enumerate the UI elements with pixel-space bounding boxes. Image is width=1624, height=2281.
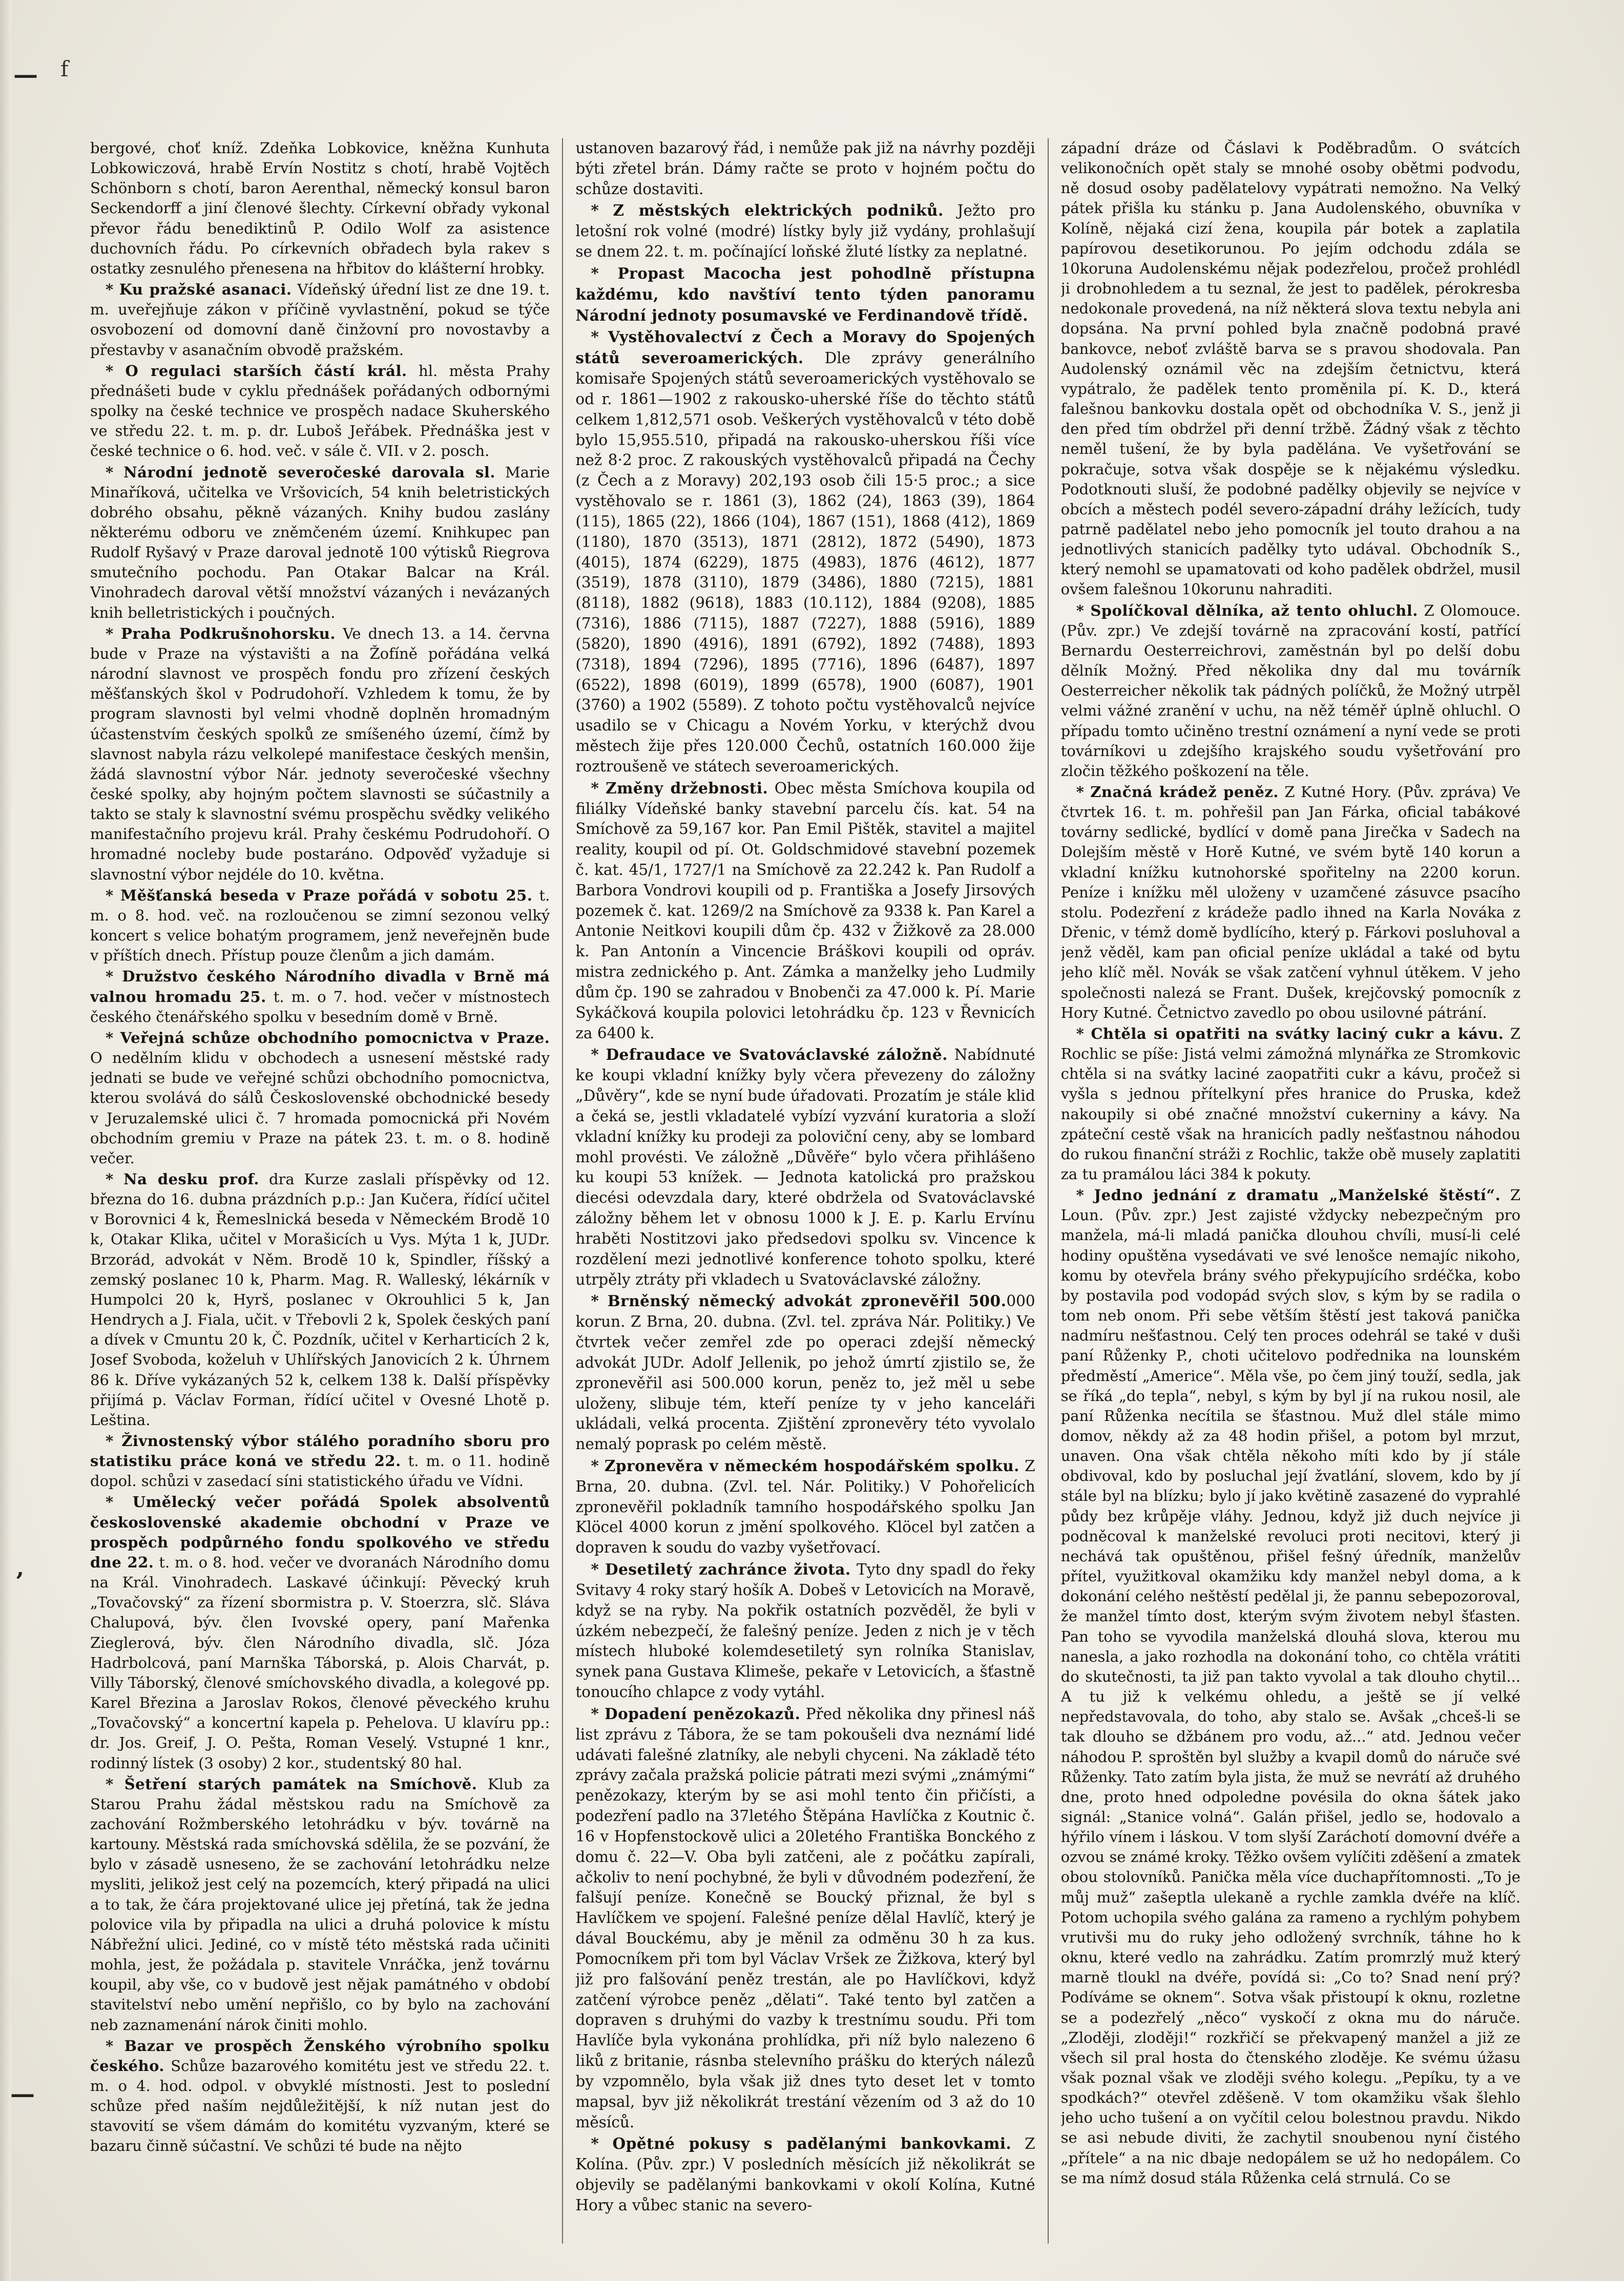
column-divider: [1048, 138, 1049, 2244]
column-left: [90, 138, 550, 2244]
margin-mark: ’: [15, 1567, 24, 1596]
news-item: * Desetiletý zachránce života. Tyto dny spadl do řeky Svitavy 4 roky starý hošík A. Dobeš v Letovicích na Moravě, když se na ryby. Na pokřik ostatních pozvěděl, že byli v úzkém nebezpečí, že falešný peníze. Jeden z nich je v těch místech hluboké kolemdesetiletý syn rolníka Stanislav, synek pana Gustava Klimeše, pekaře v Letovicích, a šťastně tonoucího chlapce z vody vytáhl.: [575, 1560, 1035, 1701]
news-item: ustanoven bazarový řád, i nemůže pak již na návrhy později býti zřetel brán. Dámy račte se proto v hojném počtu do schůze dostaviti.: [575, 139, 1035, 198]
news-item: * Bazar ve prospěch Ženského výrobního spolku českého. Schůze bazarového komitétu jest ve středu 22. t. m. o 4. hod. odpol. v obvyklé místnosti. Jest to poslední schůze před naším nejdůležitější, k níž nutan jest do stavovití se všem dámám do komitétu vyzvaným, které se bazaru činně súčastní. Ve schůzi té bude na nějto: [90, 2037, 550, 2155]
news-item: bergové, choť kníž. Zdeňka Lobkovice, kněžna Kunhuta Lobkowiczová, hrabě Ervín Nostitz s chotí, hrabě Vojtěch Schönborn s chotí, baron Aerenthal, německý konsul baron Seckendorff a jiní členové šlechty. Církevní obřady vykonal převor řádu benediktinů P. Odilo Wolf za asistence duchovních řádu. Po církevních obřadech byla rakev s ostatky zesnulého přenesena na hřbitov do klášterní hrobky.: [90, 139, 550, 277]
margin-mark: —: [10, 2080, 35, 2108]
news-item: * Opětné pokusy s padělanými bankovkami. Z Kolína. (Pův. zpr.) V posledních měsících již několikrát se objevily se padělanými bankovkami v okolí Kolína, Kutné Hory a vůbec stanic na severo-: [575, 2134, 1035, 2214]
column-divider: [562, 138, 563, 2244]
news-item: * Jedno jednání z dramatu „Manželské štěstí“. Z Loun. (Pův. zpr.) Jest zajisté vždycky nebezpečným pro manžela, má-li mladá panička dlouhou chvíli, musí-li celé hodiny opuštěna vysedávati ve své lenošce nemajíc nikoho, komu by otevřela brány svého překypujícího srdéčka, kobo by postavila pod vodopád svých slov, s kým by se radila o tom neb onom. Při sebe větším štěstí jest taková panička nadmíru nešťastnou. Celý ten proces odehrál se také v duši paní Růženky P., choti učitelovo podřednika na lounském předměstí „Americe“. Měla vše, po čem jiný touží, sedla, jak se říká „do tepla“, nebyl, s kým by byl jí na rukou nosil, ale paní Růženka necítila se šťastnou. Muž dlel stále mimo domov, někdy až za 48 hodin přišel, a potom byl mrzut, unaven. Ona však chtěla někoho míti kdo by jí stále obdivoval, kdo by posluchal její žvatlání, slovem, kdo by jí stále byl na blízku; bylo jí jako květině zasazené do vyprahlé půdy bez krůpěje vláhy. Jednou, když již duch nejvíce ji podněcoval k manželské revoluci proti necitovi, který ji nechává tak opuštěnou, přišel fešný úředník, manželův přítel, využitkoval okamžiku kdy manžel nebyl doma, a k dokonání celého neštěstí pedělal ji, že pannu sebepozoroval, že manžel tímto dost, kterým svým životem nebyl šťasten. Pan toho se vyvodila manželská dlouhá slova, kterou mu nanesla, a jako rozhodla na dokonání toho, co chtěla vrátiti do skutečnosti, ta již pan takto vyvolal a tak dlouho chytil... A tu již k velkému ohledu, a ještě se jí velké nepředstavovala, do toho, aby stalo se. Avšak „chceš-li se tak dlouho se džbánem pro vodu, až...“ atd. Jednou večer náhodou P. sproštěn byl služby a kvapil domů do náruče své Růženky. Tato zatím byla jista, že muž se nevrátí až druhého dne, proto hned odpoledne povésila do okna šátek jako signál: „Stanice volná“. Galán přišel, jedlo se, hodovalo a hýřilo vínem i láskou. V tom slyší Zaráchotí domovní dvéře a ozvou se známé kroky. Těžko ovšem vylíčiti zděšení a zmatek obou stolovníků. Panička měla více duchapřítomnosti. „To je můj muž“ zašeptla ulekaně a rychle zamkla dvéře na klíč. Potom uchopila svého galána za rameno a rychlým pohybem vrutivši mu do ruky jeho odložený svrchník, táhne ho k oknu, které vedlo na zahrádku. Zatím promrzlý muž který marně tloukl na dvéře, povídá si: „Co to? Snad není prý? Podíváme se oknem“. Sotva však přistoupí k oknu, rozletne se a podezřelý „něco“ vyskočí z okna mu do náruče. „Zloději, zloději!“ rozkřičí se překvapený manžel a již ze všech sil pral hosta do čtenského zloděje. Ke svému úžasu však poznal však ve zloději svého kolegu. „Pepíku, ty a ve spodkách?“ otevřel zděšeně. V tom okamžiku však šlehlo jeho ucho tušení a on vyčítil celou bolestnou pravdu. Nikdo se asi nebude diviti, že zachytil snoubenou nyní čistého „přítele“ a na nic dbaje nedopálem se už ho nedopálem. Co se ma nímž dosud stála Růženka celá strnulá. Co se: [1060, 1186, 1521, 2187]
news-item: * Spolíčkoval dělníka, až tento ohluchl. Z Olomouce. (Pův. zpr.) Ve zdejší továrně na zpracování kostí, patřící Bernardu Oesterreichrovi, zaměstnán byl po delší dobu dělník Možný. Před několika dny dal mu továrník Oesterreicher několik tak pádných políčků, že Možný utrpěl velmi vážné zranění v uchu, na něž téměř úplně ohluchl. O případu tomto učiněno trestní oznámení a nyní vede se proti továrníkovi u zdejšího krajského soudu vyšetřování pro zločin těžkého poškození na těle.: [1060, 601, 1521, 780]
news-item: * Praha Podkrušnohorsku. Ve dnech 13. a 14. června bude v Praze na výstavišti a na Žofíně pořádána velká národní slavnost ve prospěch fondu pro zřízení českých měšťanských škol v Podrudohoří. Vzhledem k tomu, že by program slavnosti byl velmi vhodně doplněn hromadným účastenstvím českých spolků ze smíšeného území, čímž by slavnost nabyla rázu velkolepé manifestace českých menšin, žádá slavnostní výbor Nár. jednoty severočeské všechny české spolky, aby hojným počtem slavnosti se súčastnily a takto se staly k slavnostní svému prospěchu svědky velikého manifestačního projevu král. Prahy českému Podrudohoří. O hromadné nocleby bude postaráno. Odpověď vyžaduje si slavnostní výbor nejdéle do 10. května.: [90, 624, 550, 883]
article-columns: [90, 138, 1521, 2244]
news-item: * Živnostenský výbor stálého poradního sboru pro statistiku práce koná ve středu 22. t. m. o 11. hodině dopol. schůzi v zasedací síni statistického úřadu ve Vídni.: [90, 1432, 550, 1490]
news-item: * Defraudace ve Svatováclavské záložně. Nabídnuté ke koupi vkladní knížky byly včera převezeny do záložny „Důvěry“, kde se nyní bude úřadovati. Prozatím je stále klid a čeká se, jestli vkladatelé vybízí vyzvání kuratoria a složí vkladní knížky ku prodeji za poloviční ceny, aby se lombard mohl provésti. Ve záložně „Důvěře“ bylo včera přihlášeno ku koupi 53 knížek. — Jednota katolická pro pražskou diecési odevzdala dary, které obdržela od Svatováclavské záložny během let v obnosu 1000 k J. E. p. Karlu Ervínu hraběti Nostitzovi jako předsedovi spolku sv. Vincence k rozdělení mezi jednotlivé konference tohoto spolku, které utrpěly ztráty při vkladech u Svatováclavské záložny.: [575, 1045, 1035, 1288]
news-item: * Národní jednotě severočeské darovala sl. Marie Minaříková, učitelka ve Vršovicích, 54 knih beletristických dobrého obsahu, pěkně vázaných. Knihy budou zaslány některému odboru ve zněmčeném území. Knihkupec pan Rudolf Ryšavý v Praze daroval jednotě 100 výtisků Riegrova smutečního pochodu. Pan Otakar Balcar na Král. Vinohradech daroval větší množství vázaných i nevázaných knih belletristických i poučných.: [90, 463, 550, 621]
news-item: * Družstvo českého Národního divadla v Brně má valnou hromadu 25. t. m. o 7. hod. večer v místnostech českého čtenářského spolku v besedním domě v Brně.: [90, 968, 550, 1026]
news-item: * Propast Macocha jest pohodlně přístupna každému, kdo navštíví tento týden panoramu Národní jednoty posumavské ve Ferdinandově třídě.: [575, 264, 1035, 324]
news-item: * Brněnský německý advokát zpronevěřil 500.000 korun. Z Brna, 20. dubna. (Zvl. tel. zpráva Nár. Politiky.) Ve čtvrtek večer zemřel zde po operaci zdejší německý advokát JUDr. Adolf Jellenik, po jehož úmrtí zjistilo se, že zpronevěřil asi 500.000 korun, peněz to, jež měl u sebe uloženy, slibuje tém, kteří peníze ty v jeho kanceláři ukládali, velká procenta. Zjištění zpronevěry této vyvolalo nemalý poprask po celém městě.: [575, 1292, 1035, 1453]
news-item: * Na desku prof. dra Kurze zaslali příspěvky od 12. března do 16. dubna prázdních p.p.: Jan Kučera, řídící učitel v Borovnici 4 k, Řemeslnická beseda v Německém Brodě 10 k, Otakar Klika, učitel v Morašicích u Vys. Mýta 1 k, JUDr. Brzorád, advokát v Něm. Brodě 10 k, Spindler, říšský a zemský poslanec 10 k, Pharm. Mag. R. Walleský, lékárník v Humpolci 20 k, Hyrš, poslanec v Okrouhlici 5 k, Jan Hendrych a J. Fiala, učit. v Třebovli 2 k, Spolek českých paní a dívek v Cmuntu 20 k, Č. Pozdník, učitel v Kerharticích 2 k, Josef Svoboda, koželuh v Uhlířských Janovicích 2 k. Úhrnem 86 k. Dříve vykázaných 52 k, celkem 138 k. Další příspěvky přijímá p. Václav Forman, řídící učitel v Ovesné Lhotě p. Leština.: [90, 1170, 550, 1429]
margin-mark: —: [13, 60, 38, 89]
news-item: * Změny držebnosti. Obec města Smíchova koupila od filiálky Vídeňské banky stavební parcelu čís. kat. 54 na Smíchově za 59,167 kor. Pan Emil Pištěk, stavitel a majitel reality, koupil od pí. Ot. Goldschmidové stavební pozemek č. kat. 45/1, 1727/1 na Smíchově za 22.242 k. Pan Rudolf a Barbora Vondrovi koupili od p. Františka a Josefy Jirsových pozemek č. kat. 1269/2 na Smíchově za 9338 k. Pan Karel a Antonie Neitkovi koupili dům čp. 432 v Žižkově za 28.000 k. Pan Antonín a Vincencie Bráškovi koupili od opráv. mistra zednického p. Ant. Zámka a manželky jeho Ludmily dům čp. 190 se zahradou v Bnobenči za 47.000 k. Pí. Marie Sykáčková koupila polovici letohrádku čp. 123 v Řevnicích za 6400 k.: [575, 779, 1035, 1042]
binding-edge: [0, 0, 11, 2281]
news-item: * Značná krádež peněz. Z Kutné Hory. (Pův. zpráva) Ve čtvrtek 16. t. m. pohřešil pan Jan Fárka, oficial tabákové továrny sedlické, bydlící v domě pana Jirečka v Sadech na Dolejším městě v Horě Kutné, ve svém bytě 140 korun a vkladní knížku kutnohorské spořitelny na 2200 korun. Peníze i knížku měl uloženy v uzamčené zásuvce psacího stolu. Podezření z krádeže padlo ihned na Karla Nováka z Dřenic, v témž domě bydlícího, který p. Fárkovi posluhoval a jenž věděl, kam pan oficial peníze ukládal a také od bytu jeho klíč měl. Novák se však zatčení vyhnul útěkem. V jeho společnosti nalezá se Frant. Dušek, krejčovský pomocník z Hory Kutné. Četnictvo zavedlo po obou usilovné pátrání.: [1060, 783, 1521, 1021]
news-item: * Ku pražské asanaci. Vídeňský úřední list ze dne 19. t. m. uveřejňuje zákon v příčině vyvlastnění, pokud se týče osvobození od domovní daně činžovní pro novostavby a přestavby v asanačním obvodě pražském.: [90, 281, 550, 359]
news-item: * O regulaci starších částí král. hl. města Prahy přednášeti bude v cyklu přednášek pořádaných odbornými spolky na české technice ve prospěch nadace Skuherského ve středu 22. t. m. p. dr. Luboš Jeřábek. Přednáška jest v české technice o 6. hod. več. v sále č. VII. v 2. posch.: [90, 362, 550, 460]
column-middle: [575, 138, 1035, 2244]
news-item: * Šetření starých památek na Smíchově. Klub za Starou Prahu žádal městskou radu na Smíchově za zachování Rožmberského letohrádku v býv. továrně na kartouny. Městská rada smíchovská sdělila, že se pozvání, že bylo v zásadě usneseno, že se zachování letohrádku nelze mysliti, jelikož jest celý na pozemcích, který připadá na ulici a to tak, že čára projektované ulice jej přetíná, tak že jedna polovice vila by připadla na ulici a druhá polovice k místu Nábřežní ulici. Jediné, co v místě této městská rada učiniti mohla, jest, že požádala p. stavitele Vnráčka, jenž továrnu koupil, aby vše, co v budově jest nějak památného v období stavitelství nebo umění nepřišlo, co by bylo na zachování neb zaznamenání nárok činiti mohlo.: [90, 1775, 550, 2034]
column-right: [1061, 138, 1521, 2244]
news-item: * Chtěla si opatřiti na svátky laciný cukr a kávu. Z Rochlic se píše: Jistá velmi zámožná mlynářka ze Stromkovic chtěla si na svátky laciné zaopatřiti cukr a kávu, pročež si vyšla s jednou přítelkyní přes hranice do Pruska, kdež nakoupily si obé značné množství cukerniny a kávy. Na zpáteční cestě však na hranicích padly nešťastnou náhodou do rukou finanční stráži z Rochlic, takže obě musely zaplatiti za tu pramálou láci 384 k pokuty.: [1060, 1024, 1521, 1183]
news-item: * Umělecký večer pořádá Spolek absolventů československé akademie obchodní v Praze ve prospěch podpůrného fondu spolkového ve středu dne 22. t. m. o 8. hod. večer ve dvoranách Národního domu na Král. Vinohradech. Laskavé účinkují: Pěvecký kruh „Tovačovský“ za řízení sbormistra p. V. Stoerzra, slč. Sláva Chalupová, býv. člen Ivovské opery, paní Mařenka Zieglerová, býv. člen Národního divadla, slč. Józa Hadrbolcová, paní Marnška Táborská, p. Alois Charvát, p. Villy Táborský, členové smíchovského divadla, a kolegové pp. Karel Březina a Jaroslav Rokos, členové pěveckého kruhu „Tovačovský“ a koncertní kapela p. Pehelova. U klavíru pp.: dr. Jos. Greif, J. O. Pešta, Roman Veselý. Vstupné 1 knr., rodinný lístek (3 osoby) 2 kor., studentský 80 hal.: [90, 1493, 550, 1772]
corner-mark: f: [60, 56, 69, 81]
news-item: * Vystěhovalectví z Čech a Moravy do Spojených států severoamerických. Dle zprávy generálního komisaře Spojených států severoamerických vystěhovalo se od r. 1861—1902 z rakousko-uherské říše do těchto států celkem 1,812,571 osob. Veškerých vystěhovalců v této době bylo 15,955.510, připadá na rakousko-uherskou říši více než 8·2 proc. Z rakouských vystěhovalců připadá na Čechy (z Čech a z Moravy) 202,193 osob čili 15·5 proc.; a sice vystěhovalo se r. 1861 (3), 1862 (24), 1863 (39), 1864 (115), 1865 (22), 1866 (104), 1867 (151), 1868 (412), 1869 (1180), 1870 (3513), 1871 (2812), 1872 (5490), 1873 (4015), 1874 (6229), 1875 (4983), 1876 (4612), 1877 (3519), 1878 (3110), 1879 (3486), 1880 (7215), 1881 (8118), 1882 (9618), 1883 (10.112), 1884 (9208), 1885 (7316), 1886 (7115), 1887 (7227), 1888 (5916), 1889 (5820), 1890 (4916), 1891 (6792), 1892 (7488), 1893 (7318), 1894 (7296), 1895 (7716), 1896 (6487), 1897 (6522), 1898 (6019), 1899 (6578), 1900 (6087), 1901 (3760) a 1902 (5589). Z tohoto počtu vystěhovalců nejvíce usadilo se v Chicagu a Novém Yorku, v kterýchž dvou městech žije přes 120.000 Čechů, ostatních 160.000 žije roztroušeně ve státech severoamerických.: [575, 328, 1035, 775]
news-item: * Z městských elektrických podniků. Ježto pro letošní rok volné (modré) lístky byly již vydány, prohlašují se dnem 22. t. m. počínající loňské žluté lístky za neplatné.: [575, 201, 1035, 261]
news-item: * Veřejná schůze obchodního pomocnictva v Praze. O nedělním klidu v obchodech a usnesení městské rady jednati se bude ve veřejné schůzi obchodního pomocnictva, kterou svolává do sálů Československé obchodnické besedy v Jeruzalemské ulici č. 7 hromada pomocnická při Novém obchodním gremiu v Praze na pátek 23. t. m. o 8. hodině večer.: [90, 1029, 550, 1167]
news-item: * Dopadení penězokazů. Před několika dny přinesl náš list zprávu z Tábora, že se tam pokoušeli dva neznámí lidé udávati falešné zlatníky, ale nebyli chyceni. Na základě této zprávy začala pražská policie pátrati mezi svými „známými“ penězokazy, kterým by se asi mohl tento čin přičísti, a podezření padlo na 37letého Štěpána Havlíčka z Koutnic č. 16 v Hopfenstockově ulici a 20letého Františka Bonckého z domu č. 22—V. Oba byli zatčeni, ale z počátku zapírali, ačkoliv to není pochybné, že byli v důvodném podezření, že falšují peníze. Konečně se Boucký přiznal, že byl s Havlíčkem ve spojení. Falešné peníze dělal Havlíč, který je dával Bouckému, aby je měnil za odměnu 30 h za kus. Pomocníkem při tom byl Václav Vršek ze Žižkova, který byl již pro falšování peněz trestán, ale po Havlíčkovi, když zatčení výrobce peněz „dělati“. Také tento byl zatčen a dopraven s druhými do vazby k trestnímu soudu. Při tom Havlíče byla vykonána prohlídka, při níž bylo nalezeno 6 liků z britanie, rásnba stelevního prášku do kterých nálezů by vzpomnělo, byla však již dnes tyto deset let v tomto mapsal, byv již několikrát trestání vězením od 3 až do 10 měsíců.: [575, 1704, 1035, 2131]
news-item: * Zpronevěra v německém hospodářském spolku. Z Brna, 20. dubna. (Zvl. tel. Nár. Politiky.) V Pohořelicích zpronevěřil pokladník tamního hospodářského spolku Jan Klöcel 4000 korun z jmění spolkového. Klöcel byl zatčen a dopraven k soudu do vazby vyšetřovací.: [575, 1457, 1035, 1557]
news-item: západní dráze od Čáslavi k Poděbradům. O svátcích velikonočních opět staly se mnohé osoby obětmi podvodu, ně dosud osoby padělatelovy vypátrati nemožno. Na Velký pátek přišla ku stánku p. Jana Audolenského, obuvníka v Kolíně, nějaká cizí žena, koupila pár botek a zaplatila papírovou desetikorunou. Po jejím odchodu zdála se 10koruna Audolenskému nějak podezřelou, pročež prohlédl ji drobnohledem a tu seznal, že jest to padělek, pérokresba nedokonale provedená, na níž některá slova textu nebyla ani dopsána. Na první pohled byla značně podobná pravé bankovce, neboť zvláště barva se s pravou shodovala. Pan Audolenský oznámil věc na zdejším četnictvu, která vypátralo, že padělek tento proměnila pí. K. D., která falešnou bankovku dostala opět od obchodníka V. S., jenž ji den před tím obdržel při denní tržbě. Žádný však z těchto neměl tušení, že by byla padělána. Ve vyšetřování se pokračuje, sotva však dospěje se k nějakému výsledku. Podotknouti sluší, že podobné padělky objevily se nejvíce v obcích a městech podél severo-západní dráhy ležících, tudy patrně padělatel nebo jeho pomocník jel touto drahou a na jednotlivých stanicích padělky tyto udával. Obchodník S., který nemohl se upamatovati od koho padělek obdržel, musil ovšem falešnou 10korunu nahraditi.: [1060, 139, 1521, 598]
news-item: * Měšťanská beseda v Praze pořádá v sobotu 25. t. m. o 8. hod. več. na rozloučenou se zimní sezonou velký koncert s velice bohatým programem, jenž neveřejněn bude v příštích dnech. Přístup pouze členům a jich damám.: [90, 886, 550, 965]
